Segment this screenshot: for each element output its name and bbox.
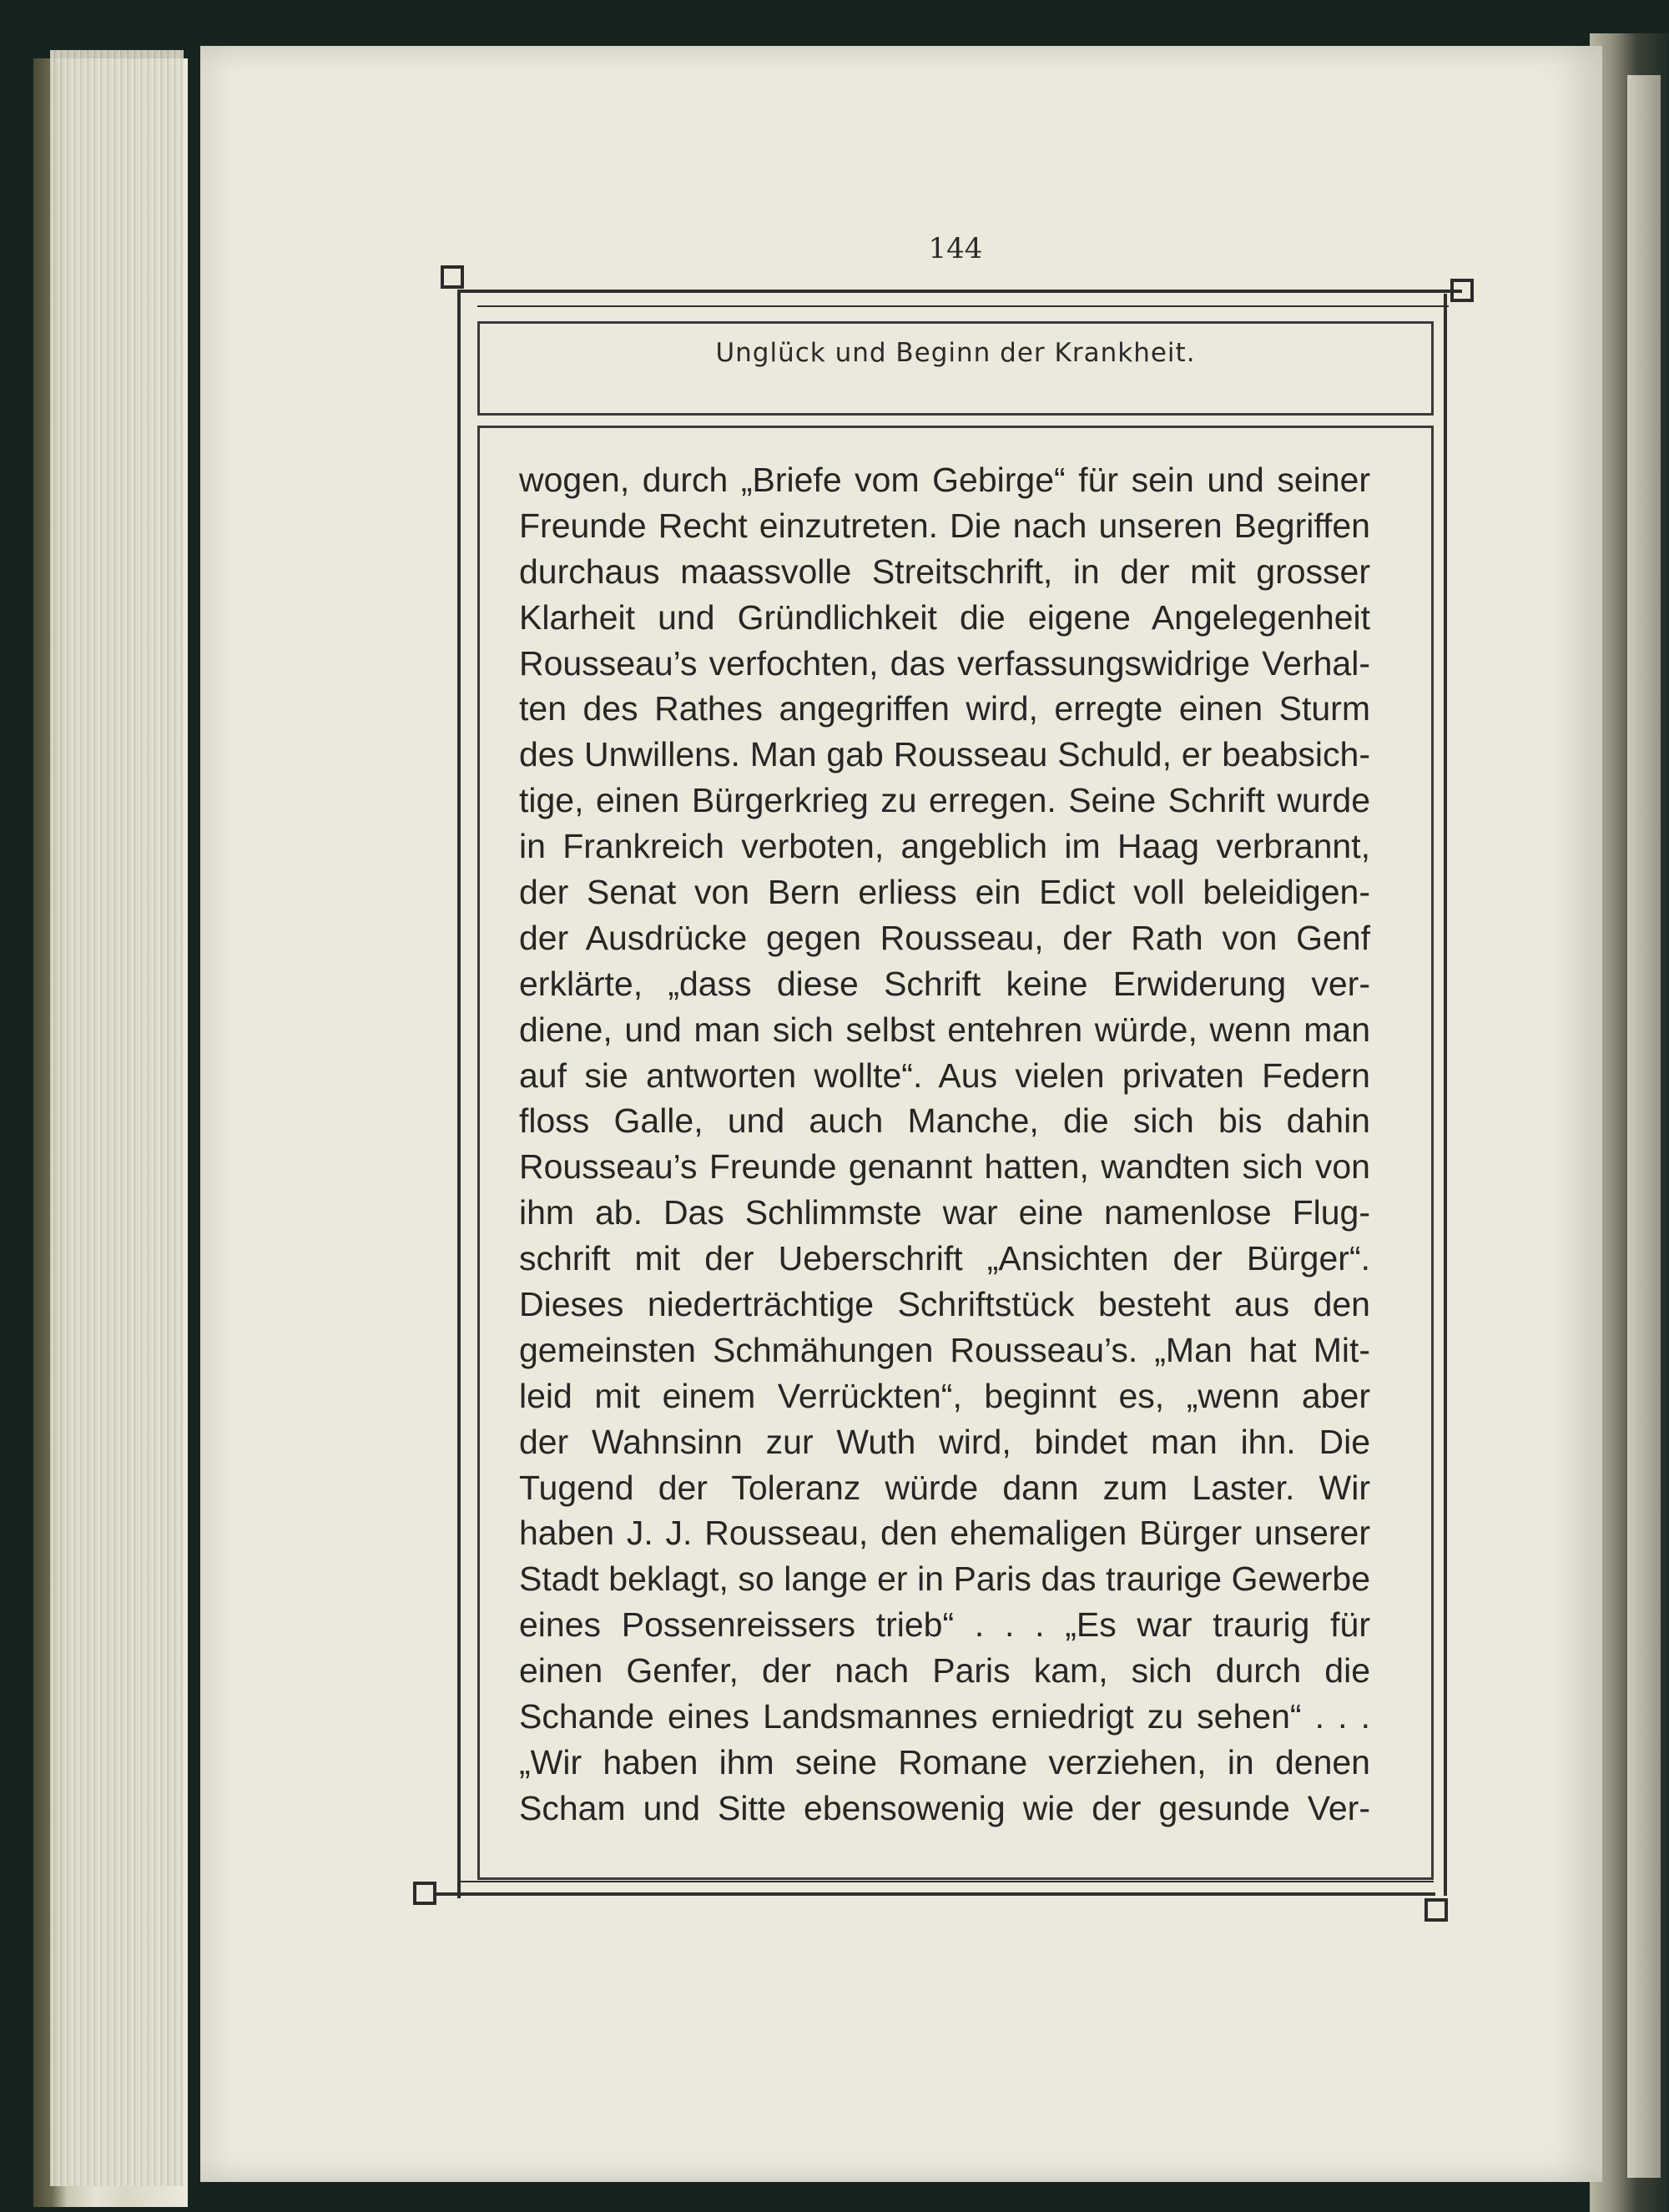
body-text: [519, 457, 1370, 1832]
text-line: Dieses niederträchtige Schriftstück besteht aus den: [519, 1285, 1370, 1324]
text-line: in Frankreich verboten, angeblich im Haag verbrannt,: [519, 827, 1370, 866]
frame-top-outer: [457, 290, 1462, 293]
text-line: der Senat von Bern erliess ein Edict voll beleidigen-: [519, 873, 1370, 912]
text-line: diene, und man sich selbst entehren würde, wenn man: [519, 1010, 1370, 1049]
text-line: einen Genfer, der nach Paris kam, sich durch die: [519, 1651, 1370, 1690]
text-line: Schande eines Landsmannes erniedrigt zu sehen“ . . .: [519, 1697, 1370, 1736]
frame-right-outer: [1444, 294, 1447, 1896]
corner-ornament-top-left: [441, 265, 464, 289]
page-number: 144: [928, 232, 983, 265]
frame-left-outer: [457, 290, 461, 1898]
text-line: haben J. J. Rousseau, den ehemaligen Bürger unserer: [519, 1514, 1370, 1553]
text-line: eines Possenreissers trieb“ . . . „Es war traurig für: [519, 1605, 1370, 1645]
corner-ornament-bottom-right: [1424, 1898, 1448, 1922]
text-line: auf sie antworten wollte“. Aus vielen privaten Federn: [519, 1056, 1370, 1095]
text-line: Tugend der Toleranz würde dann zum Laster. Wir: [519, 1468, 1370, 1507]
text-line: der Wahnsinn zur Wuth wird, bindet man ihn. Die: [519, 1422, 1370, 1461]
text-line: „Wir haben ihm seine Romane verziehen, in denen: [519, 1742, 1370, 1781]
text-line: gemeinsten Schmähungen Rousseau’s. „Man hat Mit-: [519, 1330, 1370, 1369]
text-line: ten des Rathes angegriffen wird, erregte einen Sturm: [519, 689, 1370, 728]
running-header-box: [477, 321, 1434, 416]
text-line: durchaus maassvolle Streitschrift, in der mit grosser: [519, 552, 1370, 591]
page-edges: [50, 50, 184, 2186]
text-line: tige, einen Bürgerkrieg zu erregen. Seine Schrift wurde: [519, 781, 1370, 820]
text-line: Stadt beklagt, so lange er in Paris das traurige Gewerbe: [519, 1559, 1370, 1599]
corner-ornament-bottom-left: [413, 1882, 436, 1905]
frame-bottom-outer: [434, 1892, 1435, 1896]
text-line: wogen, durch „Briefe vom Gebirge“ für sein und seiner: [519, 461, 1370, 499]
text-line: leid mit einem Verrückten“, beginnt es, „wenn aber: [519, 1376, 1370, 1415]
text-line: ihm ab. Das Schlimmste war eine namenlose Flug-: [519, 1193, 1370, 1232]
text-line: Scham und Sitte ebensowenig wie der gesunde Ver-: [519, 1788, 1370, 1827]
text-line: Klarheit und Gründlichkeit die eigene Angelegenheit: [519, 597, 1370, 637]
text-line: des Unwillens. Man gab Rousseau Schuld, er beabsich-: [519, 735, 1370, 774]
text-line: Rousseau’s verfochten, das verfassungswidrige Verhal-: [519, 643, 1370, 683]
text-line: erklärte, „dass diese Schrift keine Erwiderung ver-: [519, 964, 1370, 1003]
text-line: Rousseau’s Freunde genannt hatten, wandten sich von: [519, 1147, 1370, 1187]
corner-ornament-top-right: [1450, 279, 1474, 302]
text-line: der Ausdrücke gegen Rousseau, der Rath von Genf: [519, 918, 1370, 957]
running-header: Unglück und Beginn der Krankheit.: [715, 338, 1196, 368]
text-line: schrift mit der Ueberschrift „Ansichten der Bürger“.: [519, 1239, 1370, 1278]
frame-top-inner: [477, 305, 1449, 307]
text-line: floss Galle, und auch Manche, die sich bis dahin: [519, 1101, 1370, 1141]
text-line: Freunde Recht einzutreten. Die nach unseren Begriffen: [519, 506, 1370, 545]
facing-page-edge: [1627, 75, 1661, 2178]
frame-bottom-inner: [457, 1881, 1434, 1882]
